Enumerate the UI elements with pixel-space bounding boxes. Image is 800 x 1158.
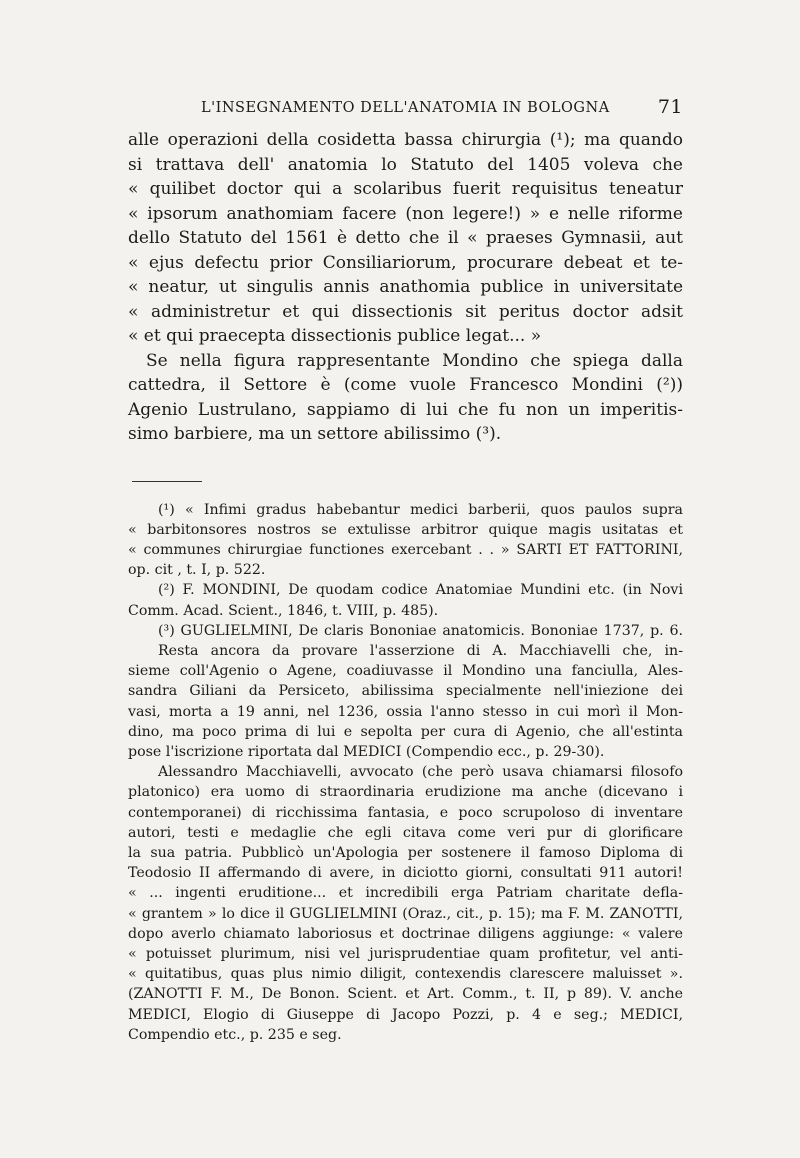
book-page — [128, 96, 683, 1045]
main-line: simo barbiere, ma un settore abilissimo (³). — [128, 424, 502, 444]
footnote-line: dopo averlo chiamato laboriosus et doctrinae diligens aggiunge: « valere — [128, 925, 683, 942]
header-title: L'INSEGNAMENTO DELL'ANATOMIA IN BOLOGNA — [201, 100, 610, 116]
footnote-line: Teodosio II affermando di avere, in diciotto giorni, consultati 911 autori! — [128, 865, 683, 882]
footnote-line: « communes chirurgiae functiones exercebant . . » SARTI ET FATTORINI, — [128, 541, 683, 558]
footnote-line: « ... ingenti eruditione... et incredibili erga Patriam charitate defla- — [128, 885, 683, 902]
footnote-line: « grantem » lo dice il GUGLIELMINI (Oraz., cit., p. 15); ma F. M. ZANOTTI, — [128, 905, 683, 922]
footnote-line: pose l'iscrizione riportata dal MEDICI (Compendio ecc., p. 29-30). — [128, 743, 605, 760]
footnote-line: Comm. Acad. Scient., 1846, t. VIII, p. 485). — [128, 602, 439, 619]
footnote-line: sieme coll'Agenio o Agene, coadiuvasse il Mondino una fanciulla, Ales- — [128, 663, 683, 680]
main-line: alle operazioni della cosidetta bassa chirurgia (¹); ma quando — [128, 130, 683, 150]
main-line: « administretur et qui dissectionis sit peritus doctor adsit — [128, 301, 683, 322]
running-header — [128, 96, 683, 120]
footnote-line: Alessandro Macchiavelli, avvocato (che però usava chiamarsi filosofo — [158, 764, 683, 781]
footnote-line: dino, ma poco prima di lui e sepolta per cura di Agenio, che all'estinta — [128, 723, 683, 740]
footnote-line: « barbitonsores nostros se extulisse arbitror quique magis usitatas et — [128, 521, 683, 538]
footnote-line: contemporanei) di ricchissima fantasia, e poco scrupoloso di inventare — [128, 804, 683, 821]
footnote-line: Compendio etc., p. 235 e seg. — [128, 1026, 342, 1043]
footnote-line: Resta ancora da provare l'asserzione di A. Macchiavelli che, in- — [158, 642, 683, 659]
main-line: Se nella figura rappresentante Mondino che spiega dalla — [146, 350, 683, 371]
footnote-divider — [132, 481, 202, 482]
main-text — [128, 128, 683, 447]
main-line: si trattava dell' anatomia lo Statuto del 1405 voleva che — [128, 154, 683, 175]
footnote-line: (ZANOTTI F. M., De Bonon. Scient. et Art. Comm., t. II, p 89). V. anche — [128, 986, 683, 1003]
main-line: « ejus defectu prior Consiliariorum, procurare debeat et te- — [128, 252, 683, 273]
footnote-line: « quitatibus, quas plus nimio diligit, contexendis clarescere maluisset ». — [128, 966, 683, 983]
footnote-line: platonico) era uomo di straordinaria erudizione ma anche (dicevano i — [128, 784, 683, 801]
page-number: 71 — [657, 96, 683, 118]
footnote-line: autori, testi e medaglie che egli citava come veri pur di glorificare — [128, 824, 683, 841]
footnote-line: (³) GUGLIELMINI, De claris Bononiae anatomicis. Bononiae 1737, p. 6. — [158, 622, 683, 639]
footnote-line: (²) F. MONDINI, De quodam codice Anatomiae Mundini etc. (in Novi — [158, 582, 683, 599]
footnote-line: (¹) « Infimi gradus habebantur medici barberii, quos paulos supra — [158, 501, 683, 518]
footnote-line: sandra Giliani da Persiceto, abilissima specialmente nell'iniezione dei — [128, 683, 683, 700]
footnote-line: la sua patria. Pubblicò un'Apologia per sostenere il famoso Diploma di — [128, 844, 683, 861]
main-line: « quilibet doctor qui a scolaribus fuerit requisitus teneatur — [128, 179, 683, 199]
main-line: « et qui praecepta dissectionis publice legat... » — [128, 326, 542, 346]
main-line: dello Statuto del 1561 è detto che il « praeses Gymnasii, aut — [128, 228, 683, 248]
footnote-line: vasi, morta a 19 anni, nel 1236, ossia l'anno stesso in cui morì il Mon- — [128, 703, 683, 720]
footnote-line: op. cit , t. I, p. 522. — [128, 562, 266, 579]
main-line: « neatur, ut singulis annis anathomia publice in universitate — [128, 277, 683, 297]
footnotes — [128, 500, 683, 1045]
footnote-line: « potuisset plurimum, nisi vel jurisprudentiae quam profitetur, vel anti- — [128, 945, 683, 962]
main-line: « ipsorum anathomiam facere (non legere!) » e nelle riforme — [128, 203, 683, 224]
main-line: Agenio Lustrulano, sappiamo di lui che fu non un imperitis- — [128, 399, 683, 420]
footnote-line: MEDICI, Elogio di Giuseppe di Jacopo Pozzi, p. 4 e seg.; MEDICI, — [128, 1006, 683, 1023]
main-line: cattedra, il Settore è (come vuole Francesco Mondini (²)) — [128, 375, 683, 395]
